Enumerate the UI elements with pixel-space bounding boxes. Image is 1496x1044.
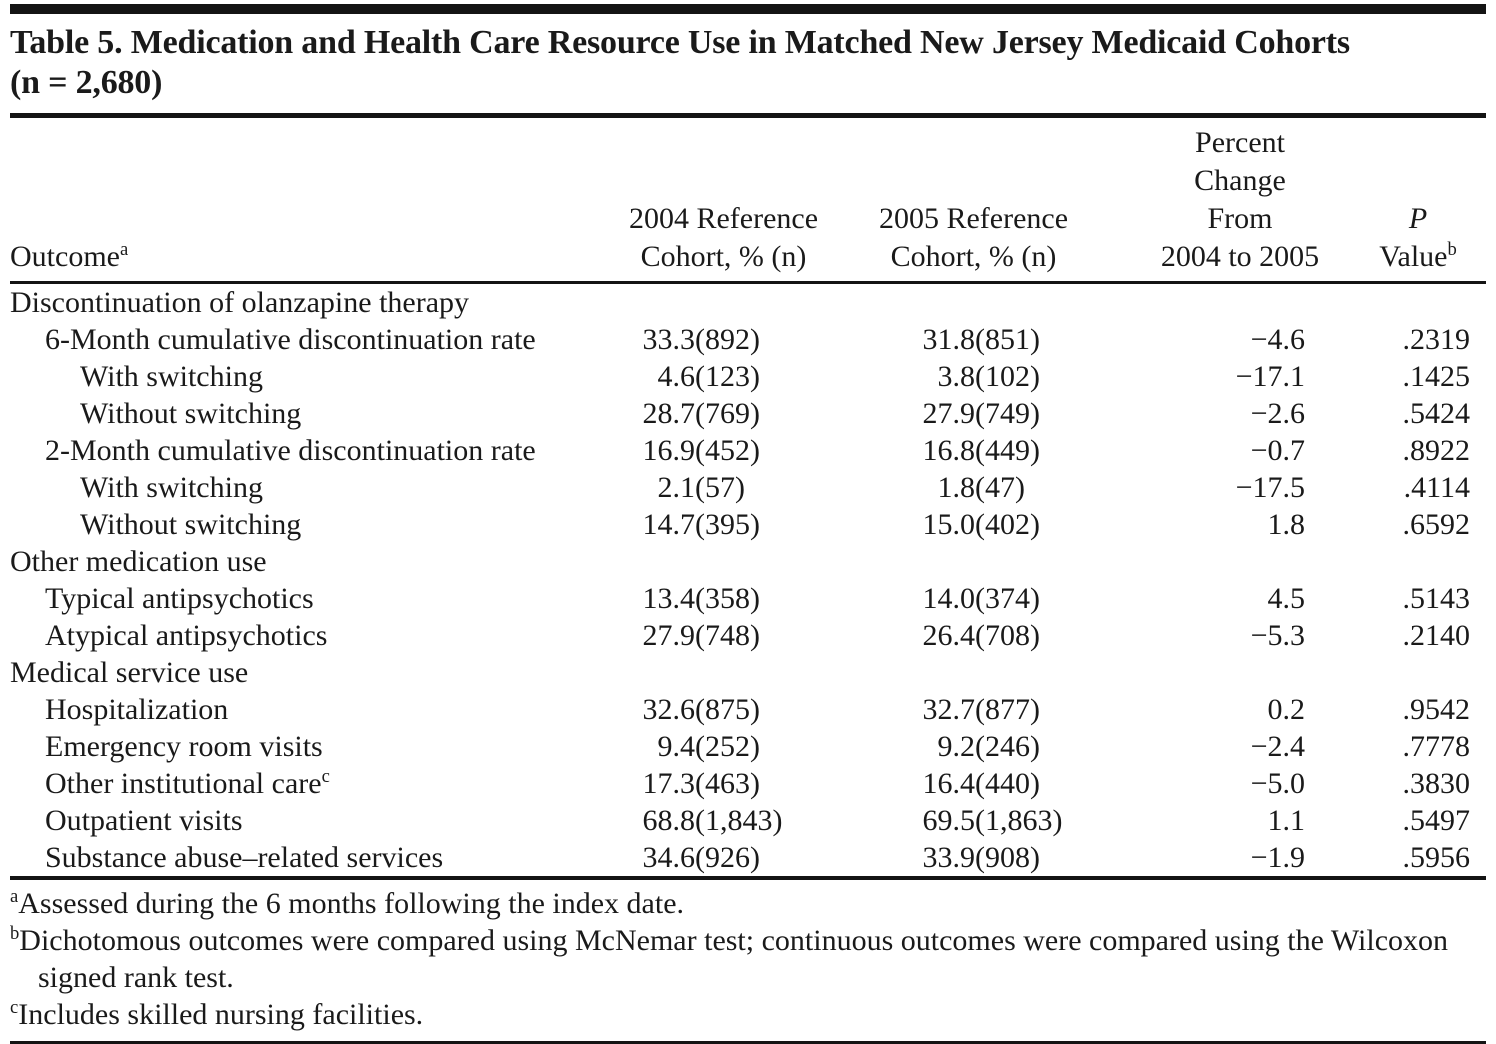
count-2004 [695, 543, 837, 580]
column-header-outcome [10, 238, 610, 276]
outcome-header-label: Outcome [10, 240, 120, 273]
count-2005: (47) [975, 471, 1025, 504]
percent-change-cell: −2.6 [1250, 397, 1305, 430]
count-2005: (1,863) [975, 804, 1063, 837]
table-row [10, 432, 1486, 469]
p-value-header-superscript: b [1447, 239, 1457, 260]
column-header-2005-cohort [837, 200, 1110, 276]
outcome-cell: Typical antipsychotics [45, 582, 314, 615]
outcome-cell: With switching [80, 471, 263, 504]
p-value-cell: .1425 [1402, 360, 1470, 393]
percent-2004: 13.4 [642, 582, 695, 615]
table-figure [0, 4, 1496, 1031]
p-value-cell: .4114 [1403, 471, 1470, 504]
percent-2004: 33.3 [642, 323, 695, 356]
p-value-cell: .2319 [1402, 323, 1470, 356]
outcome-cell: Outpatient visits [45, 804, 243, 837]
percent-change-cell [1110, 654, 1320, 691]
table-row [10, 469, 1486, 506]
percent-2005 [837, 284, 975, 321]
table-header-row [10, 118, 1486, 281]
p-value-cell: .5143 [1402, 582, 1470, 615]
cohort-2004-cell [610, 358, 837, 395]
percent-2004 [610, 284, 695, 321]
cohort-2004-cell [610, 506, 837, 543]
table-row [10, 691, 1486, 728]
outcome-cell: Without switching [80, 397, 302, 430]
percent-2005: 32.7 [922, 693, 975, 726]
count-2005: (374) [975, 582, 1040, 615]
footnote-marker: b [10, 923, 20, 944]
cohort-2005-cell [837, 321, 1110, 358]
p-value-cell: .5424 [1402, 397, 1470, 430]
percent-2005: 3.8 [937, 360, 975, 393]
p-value-cell: .2140 [1402, 619, 1470, 652]
p-value-cell: .5497 [1402, 804, 1470, 837]
percent-2004: 14.7 [642, 508, 695, 541]
cohort-2004-cell [610, 691, 837, 728]
cohort-2005-cell [837, 284, 1110, 321]
table-row [10, 580, 1486, 617]
percent-2005: 9.2 [937, 730, 975, 763]
count-2004: (892) [695, 323, 760, 356]
outcome-cell: Hospitalization [45, 693, 229, 726]
p-value-cell: .8922 [1402, 434, 1470, 467]
percent-2005: 26.4 [922, 619, 975, 652]
footnote [10, 996, 1486, 1033]
count-2005 [975, 543, 1110, 580]
percent-change-cell: −0.7 [1250, 434, 1305, 467]
p-value-cell [1320, 654, 1486, 691]
count-2004: (57) [695, 471, 745, 504]
cohort-2005-cell [837, 395, 1110, 432]
percent-2004: 27.9 [642, 619, 695, 652]
p-value-cell: .3830 [1402, 767, 1470, 800]
percent-2004 [610, 654, 695, 691]
percent-2005: 14.0 [922, 582, 975, 615]
table-title-sample-size: (n = 2,680) [10, 64, 163, 101]
percent-change-cell: −5.3 [1250, 619, 1305, 652]
outcome-header-superscript: a [119, 239, 129, 260]
table-row [10, 506, 1486, 543]
table-row [10, 802, 1486, 839]
outcome-cell: 6-Month cumulative discontinuation rate [45, 323, 536, 356]
count-2004: (926) [695, 841, 760, 874]
section-row [10, 543, 1486, 580]
cohort-2005-cell [837, 691, 1110, 728]
outcome-cell: Other medication use [10, 545, 267, 578]
count-2004: (1,843) [695, 804, 783, 837]
count-2005: (877) [975, 693, 1040, 726]
header-p-line2: Value [1379, 240, 1448, 273]
table-row [10, 395, 1486, 432]
percent-2005 [837, 543, 975, 580]
outcome-cell: Substance abuse–related services [45, 841, 444, 874]
header-2005-line1: 2005 Reference [878, 202, 1069, 235]
percent-2005: 27.9 [922, 397, 975, 430]
cohort-2005-cell [837, 802, 1110, 839]
cohort-2004-cell [610, 580, 837, 617]
footnote-text: Assessed during the 6 months following the index date. [18, 887, 685, 920]
count-2005: (102) [975, 360, 1040, 393]
header-change-line1: Percent [1195, 126, 1285, 159]
footnote-marker: a [10, 886, 19, 907]
footnote [10, 922, 1486, 996]
percent-2004: 28.7 [642, 397, 695, 430]
section-row [10, 654, 1486, 691]
cohort-2004-cell [610, 802, 837, 839]
table-body [10, 284, 1486, 876]
count-2004: (395) [695, 508, 760, 541]
percent-change-cell [1110, 543, 1320, 580]
count-2004: (358) [695, 582, 760, 615]
percent-change-cell: −5.0 [1250, 767, 1305, 800]
cohort-2005-cell [837, 543, 1110, 580]
count-2004: (769) [695, 397, 760, 430]
percent-change-cell [1110, 284, 1320, 321]
cohort-2004-cell [610, 469, 837, 506]
column-header-p-value [1320, 200, 1486, 276]
footnotes [10, 880, 1486, 1039]
section-row [10, 284, 1486, 321]
percent-change-cell: −17.1 [1235, 360, 1305, 393]
count-2005: (749) [975, 397, 1040, 430]
outcome-cell: Other institutional care$^c$ [45, 766, 330, 800]
count-2004: (252) [695, 730, 760, 763]
cohort-2005-cell [837, 654, 1110, 691]
column-header-percent-change [1110, 124, 1320, 276]
footnote-marker: c [10, 997, 19, 1018]
percent-2005: 31.8 [922, 323, 975, 356]
percent-2005: 33.9 [922, 841, 975, 874]
percent-change-cell: −17.5 [1235, 471, 1305, 504]
percent-change-cell: 1.1 [1267, 804, 1305, 837]
table-row [10, 617, 1486, 654]
p-value-cell [1320, 543, 1486, 580]
count-2004: (875) [695, 693, 760, 726]
percent-change-cell: 4.5 [1267, 582, 1305, 615]
table-title-line1: Table 5. Medication and Health Care Resource Use in Matched New Jersey Medicaid Cohorts [10, 24, 1350, 61]
outcome-cell: Atypical antipsychotics [45, 619, 328, 652]
p-value-cell [1320, 284, 1486, 321]
percent-2004: 68.8 [642, 804, 695, 837]
cohort-2005-cell [837, 617, 1110, 654]
outcome-cell: With switching [80, 360, 263, 393]
cohort-2005-cell [837, 358, 1110, 395]
percent-2005: 16.8 [922, 434, 975, 467]
cohort-2005-cell [837, 580, 1110, 617]
percent-2004: 2.1 [657, 471, 695, 504]
percent-2005: 69.5 [922, 804, 975, 837]
count-2004 [695, 654, 837, 691]
outcome-cell: Medical service use [10, 656, 249, 689]
percent-2004 [610, 543, 695, 580]
percent-2004: 32.6 [642, 693, 695, 726]
percent-2004: 16.9 [642, 434, 695, 467]
footnote-text: Includes skilled nursing facilities. [18, 998, 424, 1031]
count-2004 [695, 284, 837, 321]
table-row [10, 321, 1486, 358]
percent-2004: 9.4 [657, 730, 695, 763]
top-rule [10, 4, 1486, 14]
count-2005: (440) [975, 767, 1040, 800]
cohort-2005-cell [837, 765, 1110, 802]
cohort-2004-cell [610, 728, 837, 765]
count-2004: (452) [695, 434, 760, 467]
cohort-2004-cell [610, 765, 837, 802]
header-2004-line1: 2004 Reference [628, 202, 819, 235]
cohort-2004-cell [610, 321, 837, 358]
cohort-2004-cell [610, 284, 837, 321]
cohort-2004-cell [610, 432, 837, 469]
cohort-2004-cell [610, 654, 837, 691]
footnote-text: Dichotomous outcomes were compared using McNemar test; continuous outcomes were compared using the Wilcoxon signed rank test. [19, 924, 1449, 994]
percent-change-cell: 0.2 [1267, 693, 1305, 726]
count-2005: (708) [975, 619, 1040, 652]
p-value-cell: .5956 [1402, 841, 1470, 874]
cohort-2004-cell [610, 395, 837, 432]
p-value-cell: .9542 [1402, 693, 1470, 726]
header-change-line2: Change From [1194, 164, 1286, 235]
table-row [10, 839, 1486, 876]
table-row [10, 358, 1486, 395]
cohort-2004-cell [610, 617, 837, 654]
count-2004: (463) [695, 767, 760, 800]
percent-change-cell: −1.9 [1250, 841, 1305, 874]
count-2005: (908) [975, 841, 1040, 874]
percent-2005 [837, 654, 975, 691]
percent-2005: 1.8 [937, 471, 975, 504]
outcome-cell: Emergency room visits [45, 730, 323, 763]
count-2005: (851) [975, 323, 1040, 356]
header-p-line1: P [1408, 202, 1428, 235]
p-value-cell: .6592 [1402, 508, 1470, 541]
header-2005-line2: Cohort, % (n) [890, 240, 1057, 273]
count-2005 [975, 654, 1110, 691]
cohort-2005-cell [837, 506, 1110, 543]
outcome-cell: Without switching [80, 508, 302, 541]
percent-2005: 16.4 [922, 767, 975, 800]
percent-change-cell: −4.6 [1250, 323, 1305, 356]
p-value-cell: .7778 [1402, 730, 1470, 763]
count-2004: (123) [695, 360, 760, 393]
outcome-cell: 2-Month cumulative discontinuation rate [45, 434, 536, 467]
header-change-line3: 2004 to 2005 [1160, 240, 1320, 273]
cohort-2005-cell [837, 432, 1110, 469]
percent-2004: 17.3 [642, 767, 695, 800]
count-2005 [975, 284, 1110, 321]
table-title [10, 23, 1486, 103]
cohort-2004-cell [610, 839, 837, 876]
header-2004-line2: Cohort, % (n) [640, 240, 807, 273]
column-header-2004-cohort [610, 200, 837, 276]
outcome-cell: Discontinuation of olanzapine therapy [10, 286, 470, 319]
table-row [10, 728, 1486, 765]
cohort-2005-cell [837, 839, 1110, 876]
count-2005: (246) [975, 730, 1040, 763]
table-row [10, 765, 1486, 802]
cohort-2005-cell [837, 469, 1110, 506]
percent-2004: 34.6 [642, 841, 695, 874]
percent-2005: 15.0 [922, 508, 975, 541]
count-2004: (748) [695, 619, 760, 652]
cohort-2005-cell [837, 728, 1110, 765]
percent-change-cell: 1.8 [1267, 508, 1305, 541]
percent-change-cell: −2.4 [1250, 730, 1305, 763]
count-2005: (402) [975, 508, 1040, 541]
outcome-superscript: c [321, 766, 330, 787]
percent-2004: 4.6 [657, 360, 695, 393]
footnote [10, 885, 1486, 922]
cohort-2004-cell [610, 543, 837, 580]
count-2005: (449) [975, 434, 1040, 467]
